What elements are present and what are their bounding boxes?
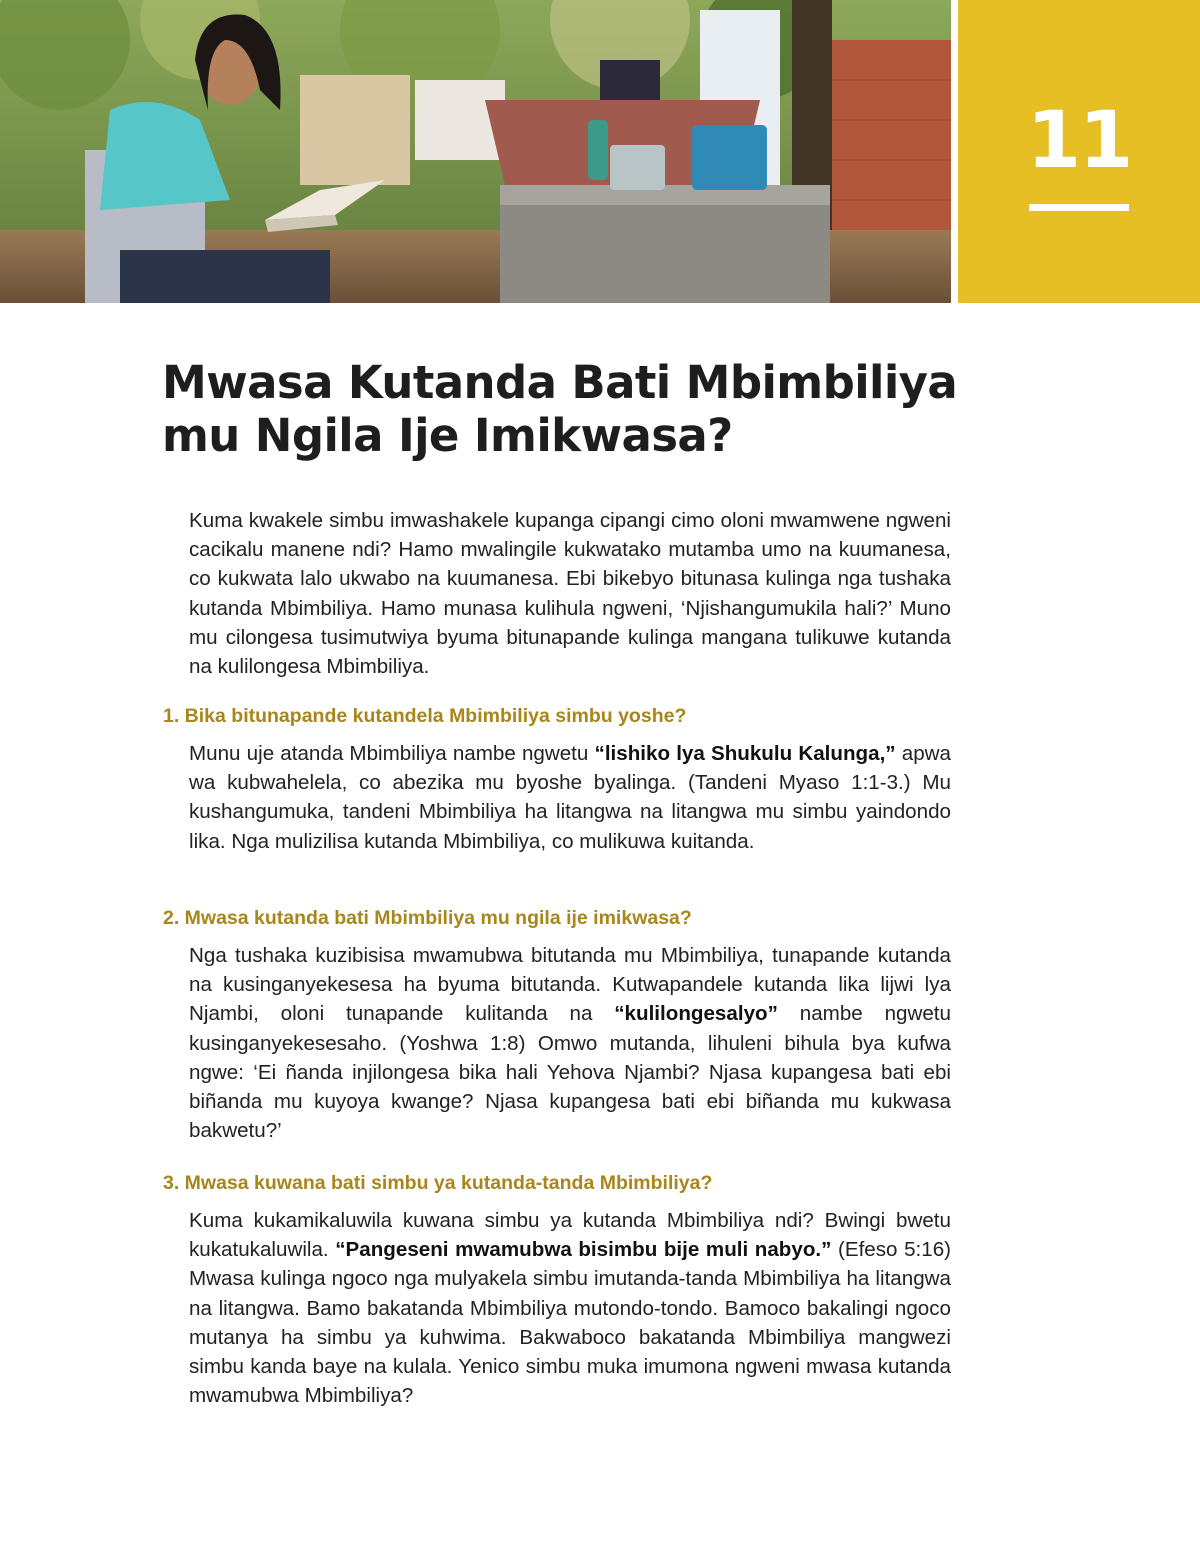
answer-1-text-continued: apwa wa kubwahelela, co abezika mu byoshe byalinga. (Tandeni Myaso 1:1-3.) Mu kushangumuka, tandeni Mbimbiliya ha litangwa na litangwa mu simbu yaindondo lika. Nga mulizilisa kutanda Mbimbiliya, co mulikuwa kuitanda.: [189, 742, 951, 853]
answer-2-paragraph: [189, 941, 951, 1145]
title-line-1: Mwasa Kutanda Bati Mbimbiliya: [162, 356, 958, 409]
answer-1-emphasis: “lishiko lya Shukulu Kalunga,”: [594, 742, 896, 765]
question-1-heading: 1. Bika bitunapande kutandela Mbimbiliya simbu yoshe?: [163, 705, 687, 727]
title-line-2: mu Ngila Ije Imikwasa?: [162, 409, 733, 462]
intro-paragraph: Kuma kwakele simbu imwashakele kupanga cipangi cimo oloni mwamwene ngweni cacikalu manene ndi? Hamo mwalingile kukwatako mutamba umo na kuumanesa, co kukwata lalo ukwabo na kuumanesa. Ebi bikebyo bitunasa kulinga nga tushaka kutanda Mbimbiliya. Hamo munasa kulihula ngweni, ‘Njishangumukila hali?’ Muno mu cilongesa tusimutwiya byuma bitunapande kulinga mangana tulikuwe kutanda na kulilongesa Mbimbiliya.: [189, 509, 951, 679]
chapter-number: 11: [1026, 96, 1132, 186]
answer-2-text-continued: nambe ngwetu kusinganyekesesaho. (Yoshwa 1:8) Omwo mutanda, lihuleni bihula bya kufwa ngwe: ‘Ei ñanda injilongesa bika hali Yehova Njambi? Njasa kupangesa bati ebi biñanda mu kuyoya kwange? Njasa kupangesa bati ebi biñanda mu kukwasa bakwetu?’: [189, 1002, 951, 1143]
answer-3-emphasis: “Pangeseni mwamubwa bisimbu bije muli nabyo.”: [335, 1238, 832, 1262]
question-2-heading: 2. Mwasa kutanda bati Mbimbiliya mu ngila ije imikwasa?: [163, 907, 692, 929]
answer-2-emphasis: “kulilongesalyo”: [614, 1002, 778, 1026]
answer-1-text: Munu uje atanda Mbimbiliya nambe ngwetu: [189, 742, 595, 765]
answer-3-paragraph: [189, 1206, 951, 1410]
question-3-heading: 3. Mwasa kuwana bati simbu ya kutanda-tanda Mbimbiliya?: [163, 1172, 713, 1194]
answer-3-text: Kuma kukamikaluwila kuwana simbu ya kutanda Mbimbiliya ndi? Bwingi bwetu kukatukaluwila.: [189, 1209, 951, 1262]
answer-1-paragraph: [189, 739, 951, 856]
answer-3-text-continued: (Efeso 5:16) Mwasa kulinga ngoco nga mulyakela simbu imutanda-tanda Mbimbiliya ha litangwa na litangwa. Bamo bakatanda Mbimbiliya mutondo-tondo. Bamoco bakalingi ngoco mutanya ha simbu ya kuhwima. Bakwaboco bakatanda Mbimbiliya mangwezi simbu kanda baye na kulala. Yenico simbu muka imumona ngweni mwasa kutanda mwamubwa Mbimbiliya?: [189, 1238, 952, 1408]
answer-2-text: Nga tushaka kuzibisisa mwamubwa bitutanda mu Mbimbiliya, tunapande kutanda na kusinganyekesesa ha byuma bitutanda. Kutwapandele kutanda lika lijwi lya Njambi, oloni tunapande kulitanda na: [189, 944, 951, 1026]
